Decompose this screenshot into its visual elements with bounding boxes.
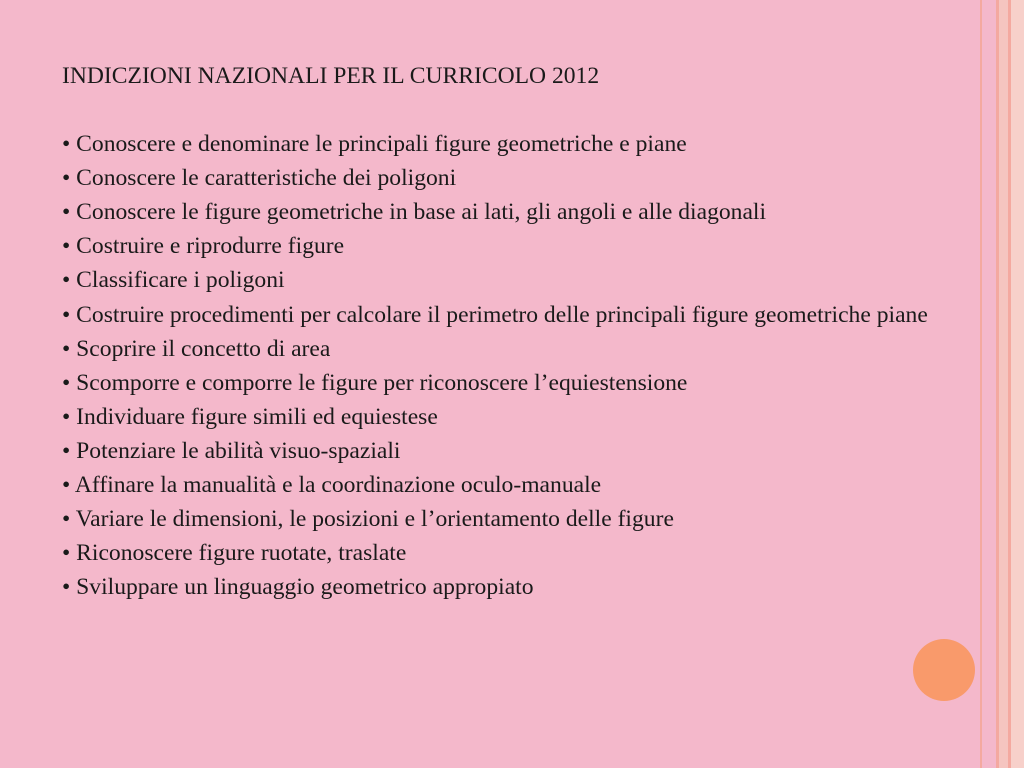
- bullet-list: [62, 127, 962, 604]
- list-item: [62, 570, 962, 604]
- decorative-stripe-band: [1011, 0, 1024, 768]
- list-item: [62, 502, 962, 536]
- list-item: [62, 332, 962, 366]
- list-item: [62, 366, 962, 400]
- bullet-icon: •: [62, 403, 71, 430]
- bullet-icon: •: [62, 165, 71, 192]
- list-item-text: Scoprire il concetto di area: [76, 335, 331, 362]
- bullet-icon: •: [62, 437, 71, 464]
- slide-title: INDICZIONI NAZIONALI PER IL CURRICOLO 2012: [62, 63, 600, 89]
- list-item-text: Riconoscere figure ruotate, traslate: [76, 540, 407, 567]
- bullet-icon: •: [62, 199, 71, 226]
- bullet-icon: •: [62, 574, 71, 601]
- bullet-icon: •: [62, 131, 71, 158]
- list-item-text: Costruire procedimenti per calcolare il perimetro delle principali figure geometriche piane: [76, 301, 928, 328]
- list-item: [62, 263, 962, 297]
- bullet-icon: •: [62, 233, 71, 260]
- list-item: [62, 468, 962, 502]
- list-item-text: Classificare i poligoni: [76, 267, 285, 294]
- list-item: [62, 400, 962, 434]
- list-item-text: Individuare figure simili ed equiestese: [76, 403, 438, 430]
- bullet-icon: •: [62, 506, 71, 533]
- list-item-text: Scomporre e comporre le figure per riconoscere l’equiestensione: [76, 369, 688, 396]
- bullet-icon: •: [62, 267, 71, 294]
- bullet-icon: •: [62, 369, 71, 396]
- list-item-text: Conoscere le caratteristiche dei poligoni: [76, 165, 457, 192]
- list-item: [62, 434, 962, 468]
- decorative-stripe: [980, 0, 982, 768]
- list-item: [62, 195, 962, 229]
- bullet-icon: •: [62, 335, 71, 362]
- list-item: [62, 127, 962, 161]
- list-item-text: Variare le dimensioni, le posizioni e l’orientamento delle figure: [75, 506, 674, 533]
- bullet-icon: •: [62, 301, 71, 328]
- list-item-text: Sviluppare un linguaggio geometrico appropiato: [76, 574, 534, 601]
- decorative-stripe-band: [999, 0, 1008, 768]
- list-item: [62, 229, 962, 263]
- bullet-icon: •: [62, 472, 71, 499]
- list-item-text: Conoscere e denominare le principali figure geometriche e piane: [76, 131, 687, 158]
- list-item: [62, 536, 962, 570]
- list-item-text: Costruire e riprodurre figure: [76, 233, 345, 260]
- decorative-stripe: [996, 0, 999, 768]
- bullet-icon: •: [62, 540, 71, 567]
- decorative-circle: [913, 639, 975, 701]
- slide-body: [62, 59, 962, 604]
- list-item: [62, 161, 962, 195]
- list-item-text: Affinare la manualità e la coordinazione oculo-manuale: [74, 472, 602, 499]
- list-item-text: Potenziare le abilità visuo-spaziali: [76, 437, 401, 464]
- list-item-text: Conoscere le figure geometriche in base ai lati, gli angoli e alle diagonali: [76, 199, 767, 226]
- list-item: [62, 298, 962, 332]
